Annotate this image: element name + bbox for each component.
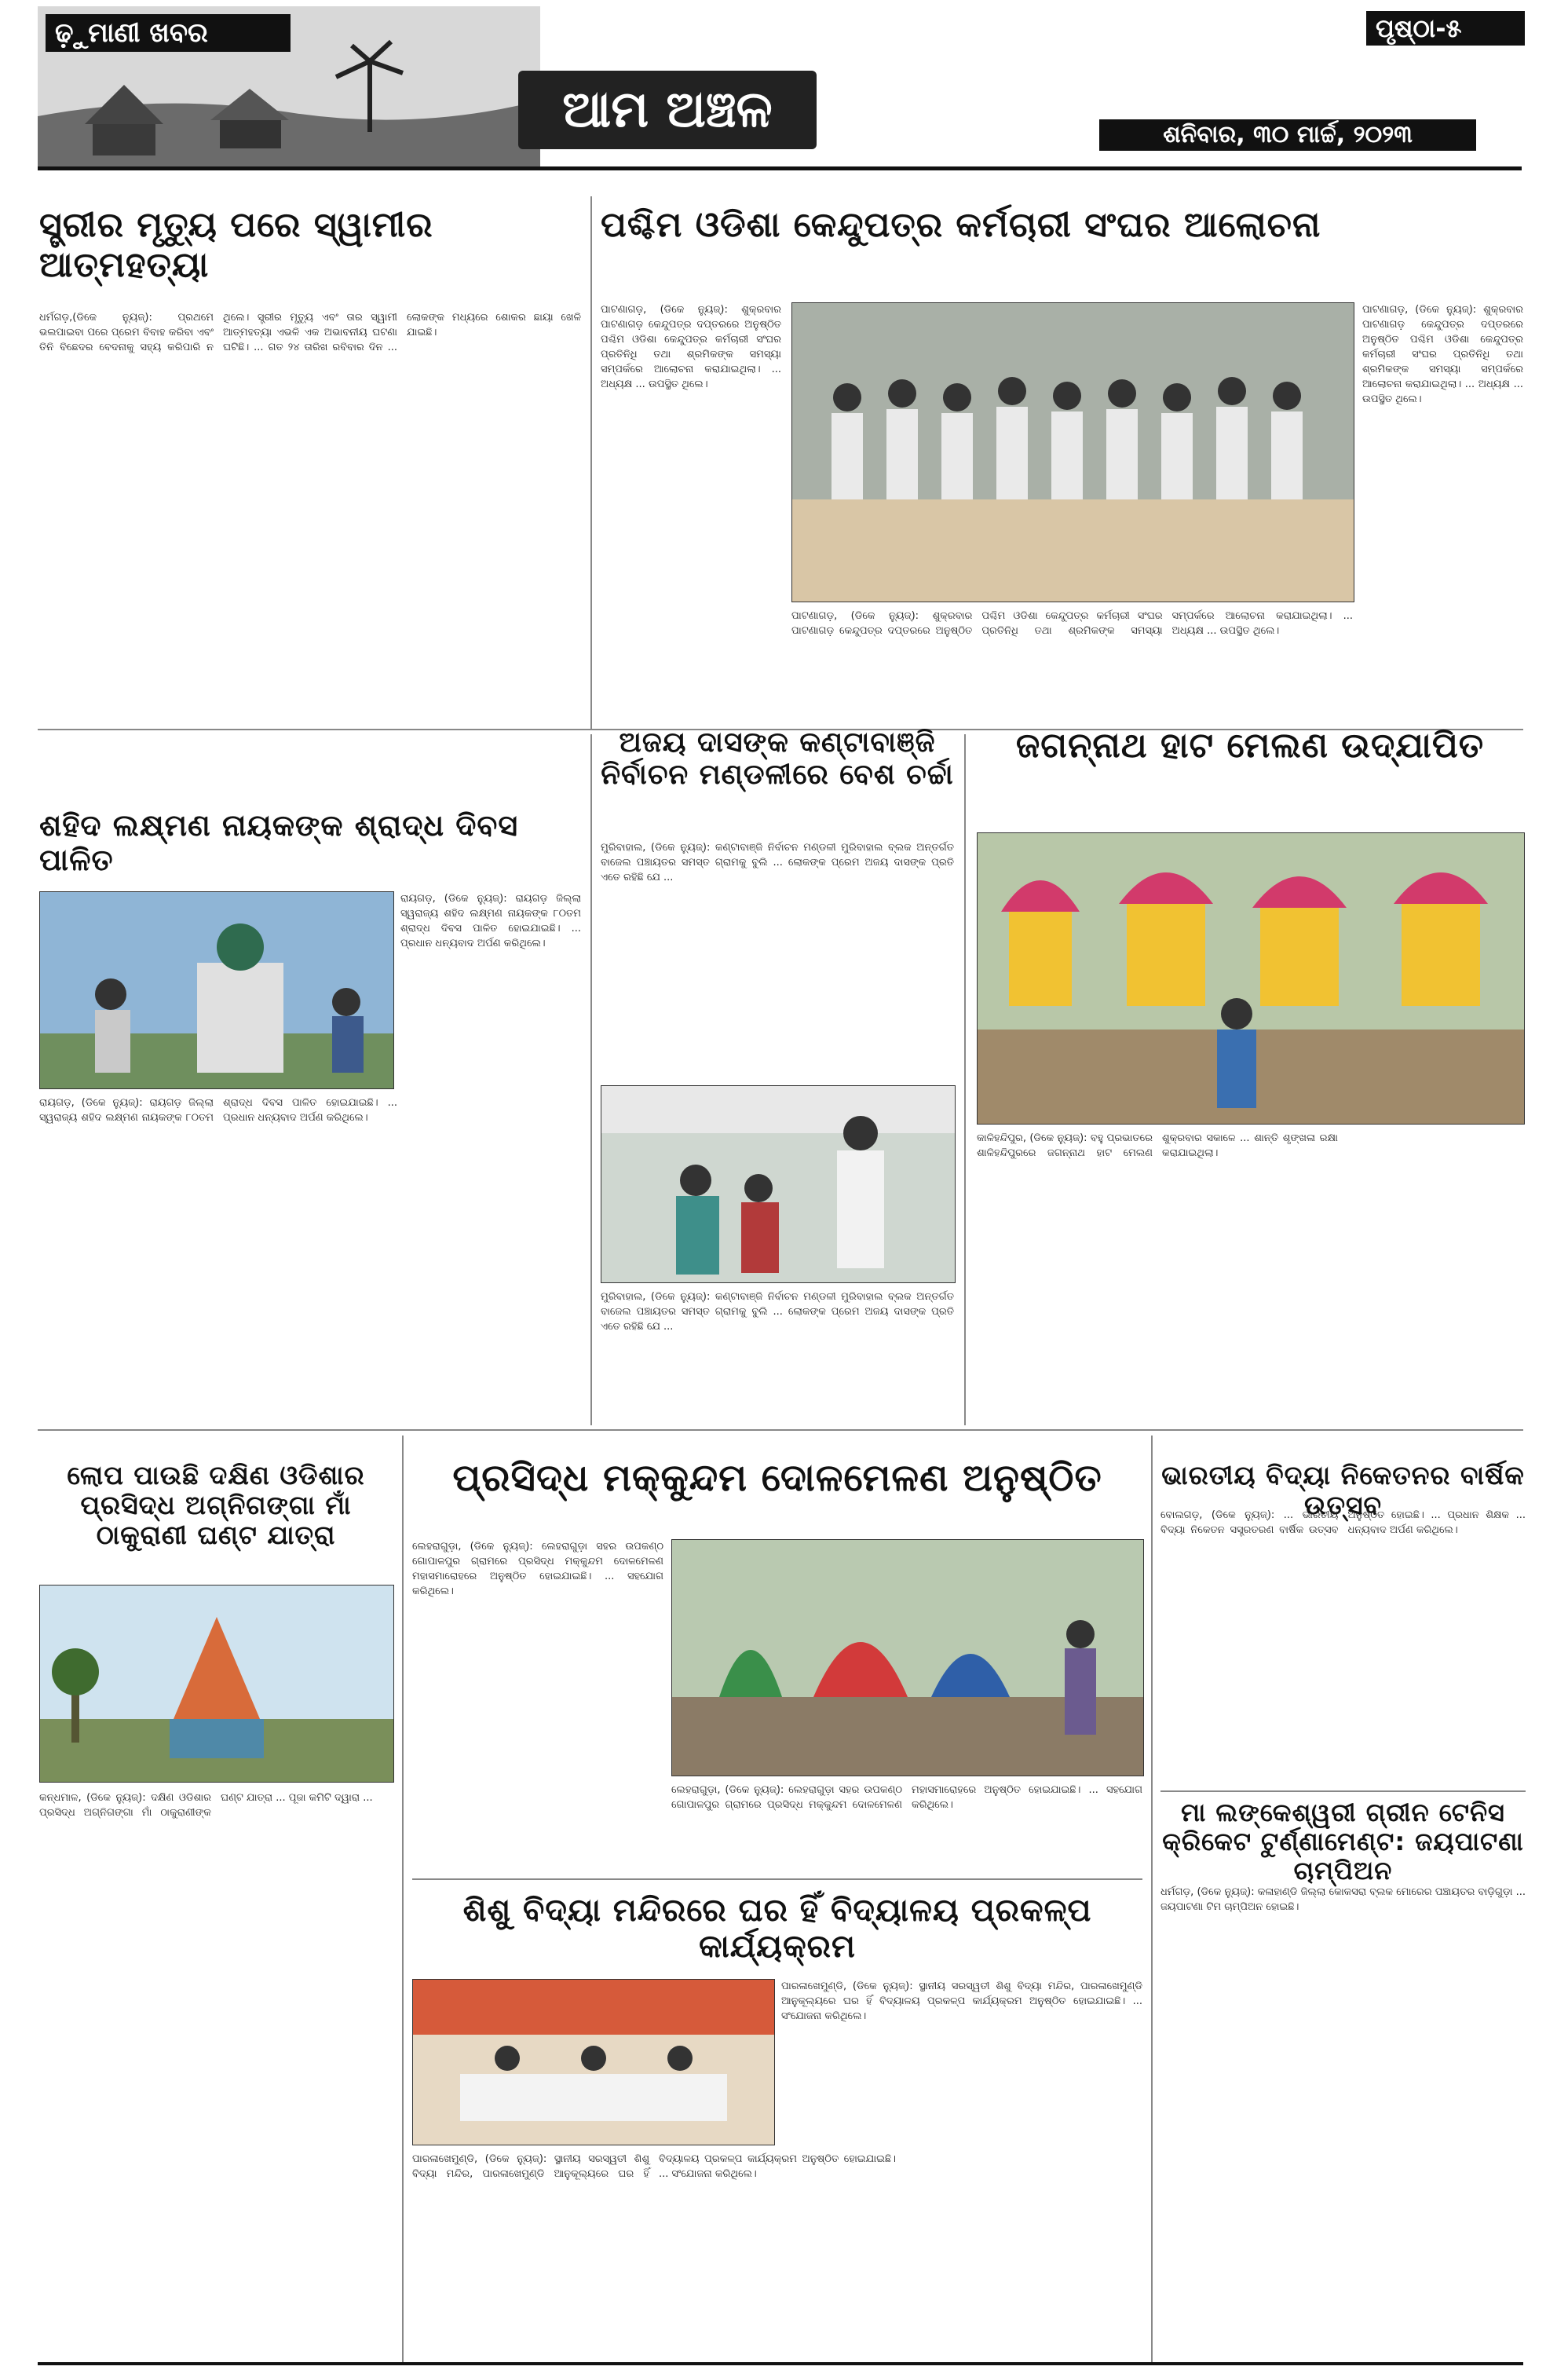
article-body-lower: ପାରଳାଖେମୁଣ୍ଡି, (ଡିକେ ନ୍ୟୁଜ୍): ସ୍ଥାନୀୟ ସରସ୍ୱତୀ ଶିଶୁ ବିଦ୍ୟା ମନ୍ଦିର, ପାରଳାଖେମୁଣ୍ଡି ଆନୁକୂଲ୍ୟରେ ଘର ହିଁ ବିଦ୍ୟାଳୟ ପ୍ରକଳ୍ପ କାର୍ଯ୍ୟକ୍ରମ ଅନୁଷ୍ଠିତ ହୋଇଯାଇଛି। ... ସଂଯୋଜନା କରିଥିଲେ। [412,2153,896,2180]
article-body: ରାୟଗଡ଼, (ଡିକେ ନ୍ୟୁଜ୍): ରାୟଗଡ଼ ଜିଲ୍ଲା ସ୍ୱରାଜ୍ୟ ଶହିଦ ଲକ୍ଷ୍ମଣ ନାୟକଙ୍କ ୮୦ତମ ଶ୍ରାଦ୍ଧ ଦିବସ ପାଳିତ ହୋଇଯାଇଛି। ... ପ୍ରଧାନ ଧନ୍ୟବାଦ ଅର୍ପଣ କରିଥିଲେ। [400,893,581,949]
column-divider [590,734,592,1425]
group-photo-icon [792,303,1354,602]
dol-melan-photo-icon [672,1540,1143,1776]
article-photo [791,302,1354,602]
article-divider [412,1878,1142,1880]
article-headline: ଶହିଦ ଲକ୍ଷ୍ମଣ ନାୟକଙ୍କ ଶ୍ରାଦ୍ଧ ଦିବସ ପାଳିତ [39,808,519,877]
column-divider [1151,1436,1153,2362]
article-photo [412,1979,775,2145]
festival-photo-icon [978,833,1524,1124]
article-body-lower: ପାଟଣାଗଡ଼, (ଡିକେ ନ୍ୟୁଜ୍): ଶୁକ୍ରବାର ପାଟଣାଗଡ଼ କେନ୍ଦୁପତ୍ର ଦପ୍ତରରେ ଅନୁଷ୍ଠିତ ପଶ୍ଚିମ ଓଡିଶା କେନ୍ଦୁପତ୍ର କର୍ମଚାରୀ ସଂଘର ପ୍ରତିନିଧି ତଥା ଶ୍ରମିକଙ୍କ ସମସ୍ୟା ସମ୍ପର୍କରେ ଆଲୋଚନା କରାଯାଇଥିଲା। ... ଅଧ୍ୟକ୍ଷ ... ଉପସ୍ଥିତ ଥିଲେ। [791,610,1353,637]
column-divider [964,734,966,1425]
campaign-photo-icon [601,1086,955,1282]
article-headline: ଭାରତୀୟ ବିଦ୍ୟା ନିକେତନର ବାର୍ଷିକ ଉତ୍ସବ [1161,1460,1525,1520]
article-headline: ସ୍ତ୍ରୀର ମୃତ୍ୟୁ ପରେ ସ୍ୱାମୀର ଆତ୍ମହତ୍ୟା [39,205,433,285]
article-body-lower: ଲେହରାଗୁଡ଼ା, (ଡିକେ ନ୍ୟୁଜ୍): ଲେହରାଗୁଡ଼ା ସହର ଉପକଣ୍ଠ ଗୋପାଳପୁର ଗ୍ରାମରେ ପ୍ରସିଦ୍ଧ ମକ୍କୁନ୍ଦମ ଦୋଳମେଳଣ ମହାସମାରୋହରେ ଅନୁଷ୍ଠିତ ହୋଇଯାଇଛି। ... ସହଯୋଗ କରିଥିଲେ। [671,1784,1142,1811]
row-divider [38,1429,1523,1431]
article-photo [601,1085,956,1283]
date-line: ଶନିବାର, ୩୦ ମାର୍ଚ୍ଚ, ୨୦୨୩ [1099,119,1476,151]
temple-photo-icon [40,1585,393,1782]
article-headline: ଲୋପ ପାଉଛି ଦକ୍ଷିଣ ଓଡିଶାର ପ୍ରସିଦ୍ଧ ଅଗ୍ନିଗଙ୍ଗା ମାଁ ଠାକୁରାଣୀ ଘଣ୍ଟ ଯାତ୍ରା [67,1460,365,1550]
article-divider [1160,1790,1526,1792]
article-body: କାଳିହନ୍ଦିପୁର, (ଡିକେ ନ୍ୟୁଜ୍): ବହୁ ପ୍ରଭାତରେ ଶାଳିହନ୍ଦିପୁରରେ ଜଗନ୍ନାଥ ହାଟ ମେଲଣ ଶୁକ୍ରବାର ସକାଳେ ... ଶାନ୍ତି ଶୃଙ୍ଖଳା ରକ୍ଷା କରାଯାଇଥିଲା। [977,1132,1338,1159]
article-photo [977,832,1525,1125]
article-body: ବୋଲଗଡ଼, (ଡିକେ ନ୍ୟୁଜ୍): ... ଭାରତୀୟ ବିଦ୍ୟା ନିକେତନ ସସ୍ତ୍ରତରଣ ବାର୍ଷିକ ଉତ୍ସବ ଅନୁଷ୍ଠିତ ହୋଇଛି। ... ପ୍ରଧାନ ଶିକ୍ଷକ ... ଧନ୍ୟବାଦ ଅର୍ପଣ କରିଥିଲେ। [1160,1509,1526,1536]
article-body: ପାଟଣାଗଡ଼, (ଡିକେ ନ୍ୟୁଜ୍): ଶୁକ୍ରବାର ପାଟଣାଗଡ଼ କେନ୍ଦୁପତ୍ର ଦପ୍ତରରେ ଅନୁଷ୍ଠିତ ପଶ୍ଚିମ ଓଡିଶା କେନ୍ଦୁପତ୍ର କର୍ମଚାରୀ ସଂଘର ପ୍ରତିନିଧି ତଥା ଶ୍ରମିକଙ୍କ ସମସ୍ୟା ସମ୍ପର୍କରେ ଆଲୋଚନା କରାଯାଇଥିଲା। ... ଅଧ୍ୟକ୍ଷ ... ଉପସ୍ଥିତ ଥିଲେ। [601,304,781,390]
page-number: ପୃଷ୍ଠା-୫ [1366,11,1525,46]
article-body: ମୁରିବାହାଲ, (ଡିକେ ନ୍ୟୁଜ୍): କଣ୍ଟାବାଞ୍ଜି ନିର୍ବାଚନ ମଣ୍ଡଳୀ ମୁରିବାହାଲ ବ୍ଲକ ଅନ୍ତର୍ଗତ ବାଜେଲ ପଞ୍ଚାୟତର ସମସ୍ତ ଗ୍ରାମକୁ ବୁଲି ... ଲୋକଙ୍କ ପ୍ରେମ ଅଜୟ ଦାସଙ୍କ ପ୍ରତି ଏତେ ରହିଛି ଯେ ... [601,842,954,883]
newspaper-brand: ଢ଼ୁମାଣୀ ଖବର [46,14,291,52]
column-divider [402,1436,404,2362]
article-headline: ଅଜୟ ଦାସଙ୍କ କଣ୍ଟାବାଞ୍ଜି ନିର୍ବାଚନ ମଣ୍ଡଳୀରେ ବେଶ ଚର୍ଚ୍ଚା [601,726,954,792]
school-event-photo-icon [413,1980,774,2145]
article-body-lower: ରାୟଗଡ଼, (ଡିକେ ନ୍ୟୁଜ୍): ରାୟଗଡ଼ ଜିଲ୍ଲା ସ୍ୱରାଜ୍ୟ ଶହିଦ ଲକ୍ଷ୍ମଣ ନାୟକଙ୍କ ୮୦ତମ ଶ୍ରାଦ୍ଧ ଦିବସ ପାଳିତ ହୋଇଯାଇଛି। ... ପ୍ରଧାନ ଧନ୍ୟବାଦ ଅର୍ପଣ କରିଥିଲେ। [39,1097,397,1124]
article-body: ଧର୍ମଗଡ଼, (ଡିକେ ନ୍ୟୁଜ୍): କଳାହାଣ୍ଡି ଜିଲ୍ଲା କୋକସରା ବ୍ଲକ ମୋରେର ପଞ୍ଚାୟତର ବାଡ଼ିଗୁଡ଼ା ... ଜୟପାଟଣା ଟିମ ଚାମ୍ପିଅନ ହୋଇଛି। [1160,1886,1526,1913]
article-photo [39,891,394,1089]
article-body-continued: ପାଟଣାଗଡ଼, (ଡିକେ ନ୍ୟୁଜ୍): ଶୁକ୍ରବାର ପାଟଣାଗଡ଼ କେନ୍ଦୁପତ୍ର ଦପ୍ତରରେ ଅନୁଷ୍ଠିତ ପଶ୍ଚିମ ଓଡିଶା କେନ୍ଦୁପତ୍ର କର୍ମଚାରୀ ସଂଘର ପ୍ରତିନିଧି ତଥା ଶ୍ରମିକଙ୍କ ସମସ୍ୟା ସମ୍ପର୍କରେ ଆଲୋଚନା କରାଯାଇଥିଲା। ... ଅଧ୍ୟକ୍ଷ ... ଉପସ୍ଥିତ ଥିଲେ। [1362,304,1523,405]
article-photo [39,1585,394,1783]
article-headline: ମା ଲଙ୍କେଶ୍ୱରୀ ଗ୍ରୀନ ଟେନିସ କ୍ରିକେଟ ଟୁର୍ଣ୍ଣାମେଣ୍ଟ: ଜୟପାଟଣା ଚାମ୍ପିଅନ [1162,1798,1524,1885]
article-body: ପାରଳାଖେମୁଣ୍ଡି, (ଡିକେ ନ୍ୟୁଜ୍): ସ୍ଥାନୀୟ ସରସ୍ୱତୀ ଶିଶୁ ବିଦ୍ୟା ମନ୍ଦିର, ପାରଳାଖେମୁଣ୍ଡି ଆନୁକୂଲ୍ୟରେ ଘର ହିଁ ବିଦ୍ୟାଳୟ ପ୍ରକଳ୍ପ କାର୍ଯ୍ୟକ୍ରମ ଅନୁଷ୍ଠିତ ହୋଇଯାଇଛି। ... ସଂଯୋଜନା କରିଥିଲେ। [781,1980,1142,2022]
article-headline: ପ୍ରସିଦ୍ଧ ମକ୍କୁନ୍ଦମ ଦୋଳମେଳଣ ଅନୁଷ୍ଠିତ [452,1456,1102,1500]
page-bottom-rule [38,2362,1523,2365]
article-body-lower: ମୁରିବାହାଲ, (ଡିକେ ନ୍ୟୁଜ୍): କଣ୍ଟାବାଞ୍ଜି ନିର୍ବାଚନ ମଣ୍ଡଳୀ ମୁରିବାହାଲ ବ୍ଲକ ଅନ୍ତର୍ଗତ ବାଜେଲ ପଞ୍ଚାୟତର ସମସ୍ତ ଗ୍ରାମକୁ ବୁଲି ... ଲୋକଙ୍କ ପ୍ରେମ ଅଜୟ ଦାସଙ୍କ ପ୍ରତି ଏତେ ରହିଛି ଯେ ... [601,1291,954,1333]
article-headline: ଜଗନ୍ନାଥ ହାଟ ମେଲଣ ଉଦ୍ଯାପିତ [1015,726,1485,766]
article-headline: ଶିଶୁ ବିଦ୍ୟା ମନ୍ଦିରରେ ଘର ହିଁ ବିଦ୍ୟାଳୟ ପ୍ରକଳ୍ପ କାର୍ଯ୍ୟକ୍ରମ [462,1893,1092,1965]
statue-photo-icon [40,892,393,1088]
article-body: ଲେହରାଗୁଡ଼ା, (ଡିକେ ନ୍ୟୁଜ୍): ଲେହରାଗୁଡ଼ା ସହର ଉପକଣ୍ଠ ଗୋପାଳପୁର ଗ୍ରାମରେ ପ୍ରସିଦ୍ଧ ମକ୍କୁନ୍ଦମ ଦୋଳମେଳଣ ମହାସମାରୋହରେ ଅନୁଷ୍ଠିତ ହୋଇଯାଇଛି। ... ସହଯୋଗ କରିଥିଲେ। [412,1541,663,1597]
article-headline: ପଶ୍ଚିମ ଓଡିଶା କେନ୍ଦୁପତ୍ର କର୍ମଚାରୀ ସଂଘର ଆଲୋଚନା [601,205,1321,245]
section-title: ଆମ ଅଞ୍ଚଳ [518,71,817,149]
article-photo [671,1539,1144,1776]
column-divider [590,196,592,730]
article-body: ଧର୍ମଗଡ଼,(ଡିକେ ନ୍ୟୁଜ୍): ପ୍ରଥମେ ଭଲପାଇବା ପରେ ପ୍ରେମ ବିବାହ କରିବା ଏବଂ ତିନି ବିଛେଦର ବେଦନାକୁ ସହ୍ୟ କରିପାରି ନ ଥିଲେ। ସ୍ତ୍ରୀର ମୃତ୍ୟୁ ଏବଂ ତାର ସ୍ୱାମୀ ଆତ୍ମହତ୍ୟା ଏଭଳି ଏକ ଅଭାବନୀୟ ଘଟଣା ଘଟିଛି। ... ଗତ ୨୪ ତାରିଖ ରବିବାର ଦିନ ... ଲୋକଙ୍କ ମଧ୍ୟରେ ଶୋକର ଛାୟା ଖେଳି ଯାଇଛି। [39,312,581,353]
article-body: କନ୍ଧମାଳ, (ଡିକେ ନ୍ୟୁଜ୍): ଦକ୍ଷିଣ ଓଡିଶାର ପ୍ରସିଦ୍ଧ ଅଗ୍ନିଗଙ୍ଗା ମାଁ ଠାକୁରାଣୀଙ୍କ ଘଣ୍ଟ ଯାତ୍ରା ... ପୂଜା କମିଟି ଦ୍ୱାରା ... [39,1792,373,1819]
